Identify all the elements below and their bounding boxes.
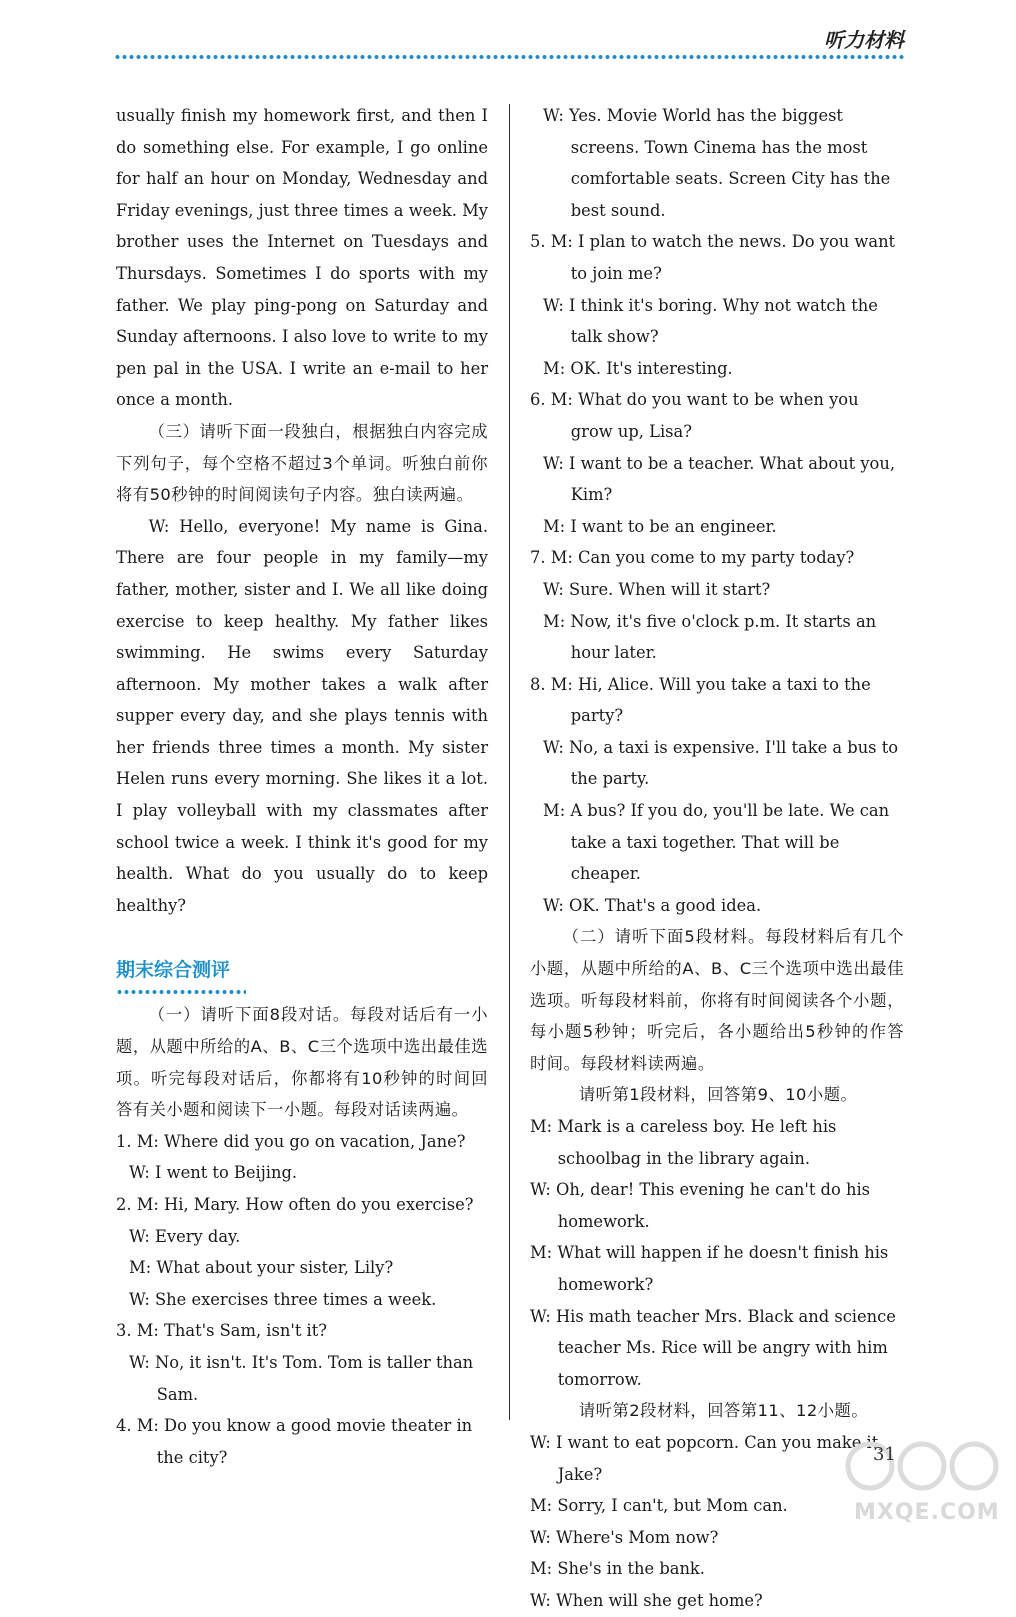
dialogue-line: W: Every day. (129, 1226, 241, 1246)
part2-instruction: （二）请听下面5段材料。每段材料后有几个小题，从题中所给的A、B、C三个选项中选出最佳选项。听每段材料前，你将有时间阅读各个小题，每小题5秒钟；听完后，各小题给出5秒钟的作答时间。每段材料读两遍。 (530, 927, 904, 1073)
section-dotted-underline (116, 989, 246, 995)
monologue: W: Hello, everyone! My name is Gina. There are four people in my family—my father, mother, sister and I. We all like doing exercise to keep healthy. My father likes swimming. He swims every Saturday afternoon. My mother takes a walk after supper every day, and she plays tennis with her friends three times a month. My sister Helen runs every morning. She likes it a lot. I play volleyball with my classmates after school twice a week. I think it's good for my health. What do you usually do to keep healthy? (116, 516, 488, 915)
section-heading: 期末综合测评 (116, 959, 231, 982)
dialogue-line: M: What will happen if he doesn't finish his homework? (530, 1243, 889, 1294)
dialogue-line: W: Where's Mom now? (530, 1527, 719, 1547)
dialogue-line: M: A bus? If you do, you'll be late. We can take a taxi together. That will be cheaper. (543, 801, 890, 884)
dialogue-line: W: His math teacher Mrs. Black and science teacher Ms. Rice will be angry with him tomorrow. (530, 1306, 896, 1389)
dialogue-line: W: She exercises three times a week. (129, 1289, 437, 1309)
material2-label: 请听第2段材料，回答第11、12小题。 (578, 1401, 869, 1421)
page-header-title: 听力材料 (824, 28, 904, 52)
column-divider (509, 104, 510, 1420)
dialogue-line: M: Sorry, I can't, but Mom can. (530, 1496, 788, 1516)
dialogue-line: M: OK. It's interesting. (543, 358, 733, 378)
dialogue-line: 6. M: What do you want to be when you grow up, Lisa? (530, 390, 859, 441)
watermark-text: MXQE.COM (854, 1500, 1000, 1525)
dialogue-line: W: When will she get home? (530, 1590, 763, 1610)
right-column (530, 100, 904, 1617)
dialogue-line: M: She's in the bank. (530, 1559, 705, 1579)
dialogue-line: W: Oh, dear! This evening he can't do his homework. (530, 1180, 871, 1231)
continuation-paragraph: usually finish my homework first, and then I do something else. For example, I go online for half an hour on Monday, Wednesday and Friday evenings, just three times a week. My brother uses the Internet on Tuesdays and Thursdays. Sometimes I do sports with my father. We play ping-pong on Saturday and Sunday afternoons. I also love to write to my pen pal in the USA. I write an e-mail to her once a month. (116, 106, 488, 410)
dialogue-line: 1. M: Where did you go on vacation, Jane? (116, 1131, 466, 1151)
dialogue-line: M: I want to be an engineer. (543, 516, 777, 536)
dialogue-line: W: I want to eat popcorn. Can you make it, Jake? (530, 1432, 884, 1484)
dialogue-line: W: I went to Beijing. (129, 1163, 298, 1183)
dialogue-line: 8. M: Hi, Alice. Will you take a taxi to the party? (530, 674, 871, 726)
watermark (840, 1434, 1010, 1530)
dialogue-line: M: What about your sister, Lily? (129, 1258, 394, 1278)
dialogue-line: W: No, a taxi is expensive. I'll take a bus to the party. (543, 737, 899, 789)
left-column (116, 100, 488, 1473)
dialogue-line: 4. M: Do you know a good movie theater in the city? (116, 1416, 473, 1467)
dialogue-line: 5. M: I plan to watch the news. Do you want to join me? (530, 232, 896, 283)
material1-label: 请听第1段材料，回答第9、10小题。 (578, 1085, 858, 1105)
dialogue-line: M: Mark is a careless boy. He left his schoolbag in the library again. (530, 1117, 837, 1168)
dialogue-line: W: I want to be a teacher. What about you, Kim? (543, 453, 896, 505)
dialogue-line: 3. M: That's Sam, isn't it? (116, 1321, 328, 1341)
dialogue-line: 7. M: Can you come to my party today? (530, 548, 855, 568)
dialogue-line: W: OK. That's a good idea. (543, 895, 762, 915)
dialogue-line: 2. M: Hi, Mary. How often do you exercise? (116, 1195, 474, 1214)
dialogue-line: W: I think it's boring. Why not watch the talk show? (543, 295, 878, 347)
dialogue-line: W: Yes. Movie World has the biggest screens. Town Cinema has the most comfortable seats. Screen City has the best sound. (543, 106, 891, 220)
header-dotted-rule (114, 54, 904, 60)
page-number: 31 (873, 1444, 896, 1465)
answer-site-logo-icon (840, 1434, 1010, 1504)
dialogue-line: W: No, it isn't. It's Tom. Tom is taller than Sam. (129, 1352, 474, 1404)
dialogue-line: M: Now, it's five o'clock p.m. It starts an hour later. (543, 611, 877, 663)
part3-instruction: （三）请听下面一段独白，根据独白内容完成下列句子，每个空格不超过3个单词。听独白前你将有50秒钟的时间阅读句子内容。独白读两遍。 (116, 421, 488, 505)
dialogue-line: W: Sure. When will it start? (543, 579, 771, 599)
part1-instruction: （一）请听下面8段对话。每段对话后有一小题，从题中所给的A、B、C三个选项中选出最佳选项。听完每段对话后，你都将有10秒钟的时间回答有关小题和阅读下一小题。每段对话读两遍。 (116, 1005, 488, 1120)
